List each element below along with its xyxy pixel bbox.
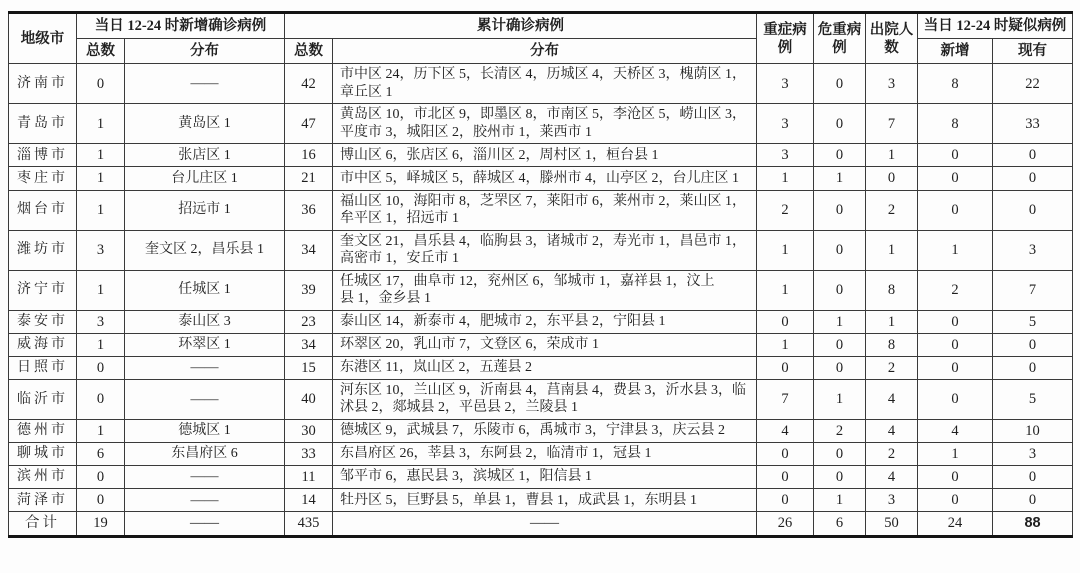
cell-new-total: 0 [77, 64, 125, 104]
cell-new-distribution: —— [125, 379, 285, 419]
cell-suspected-existing: 7 [993, 270, 1073, 310]
table-row [9, 466, 1073, 489]
header-city: 地级市 [9, 13, 77, 64]
cell-cumulative-total: 34 [285, 230, 333, 270]
cell-cumulative-distribution: 黄岛区 10，市北区 9，即墨区 8，市南区 5，李沧区 5，崂山区 3，平度市 3，城阳区 2，胶州市 1，莱西市 1 [333, 104, 757, 144]
cell-severe-cases: 0 [757, 489, 814, 512]
cell-cumulative-distribution: 环翠区 20，乳山市 7，文登区 6，荣成市 1 [333, 333, 757, 356]
cell-suspected-existing: 22 [993, 64, 1073, 104]
cell-suspected-new: 0 [918, 190, 993, 230]
header-suspected-new: 新增 [918, 39, 993, 64]
table-body [9, 64, 1073, 536]
cell-new-distribution: —— [125, 489, 285, 512]
cell-new-total: 1 [77, 190, 125, 230]
cell-new-distribution: 台儿庄区 1 [125, 167, 285, 190]
cell-city: 济南市 [9, 64, 77, 104]
cell-cumulative-distribution: 泰山区 14，新泰市 4，肥城市 2，东平县 2，宁阳县 1 [333, 310, 757, 333]
cell-new-total: 1 [77, 270, 125, 310]
cell-new-distribution: —— [125, 356, 285, 379]
cell-suspected-new: 0 [918, 310, 993, 333]
cell-critical-cases: 0 [814, 190, 866, 230]
cell-discharged: 4 [866, 419, 918, 442]
cell-discharged: 50 [866, 512, 918, 536]
cell-new-total: 1 [77, 333, 125, 356]
cell-new-total: 19 [77, 512, 125, 536]
cell-cumulative-distribution: 东港区 11，岚山区 2，五莲县 2 [333, 356, 757, 379]
header-cumulative-confirmed-group: 累计确诊病例 [285, 13, 757, 39]
table-row [9, 310, 1073, 333]
cell-suspected-new: 0 [918, 167, 993, 190]
cell-city: 德州市 [9, 419, 77, 442]
cell-new-distribution: 东昌府区 6 [125, 443, 285, 466]
cell-severe-cases: 3 [757, 104, 814, 144]
cell-severe-cases: 1 [757, 333, 814, 356]
cell-suspected-new: 2 [918, 270, 993, 310]
cell-new-total: 1 [77, 167, 125, 190]
cell-suspected-existing: 88 [993, 512, 1073, 536]
table-row [9, 64, 1073, 104]
cell-new-total: 1 [77, 144, 125, 167]
cell-cumulative-distribution: 东昌府区 26，莘县 3，东阿县 2，临清市 1，冠县 1 [333, 443, 757, 466]
cell-cumulative-distribution: 博山区 6，张店区 6，淄川区 2，周村区 1，桓台县 1 [333, 144, 757, 167]
table-row [9, 443, 1073, 466]
cell-new-distribution: —— [125, 466, 285, 489]
cell-suspected-existing: 0 [993, 333, 1073, 356]
cell-critical-cases: 0 [814, 144, 866, 167]
cell-suspected-new: 1 [918, 230, 993, 270]
cell-suspected-new: 8 [918, 104, 993, 144]
cell-city: 合计 [9, 512, 77, 536]
header-discharged: 出院人数 [866, 13, 918, 64]
cell-severe-cases: 7 [757, 379, 814, 419]
header-new-distribution: 分布 [125, 39, 285, 64]
cell-new-total: 0 [77, 379, 125, 419]
cell-critical-cases: 0 [814, 356, 866, 379]
cell-new-distribution: —— [125, 512, 285, 536]
header-severe-cases: 重症病例 [757, 13, 814, 64]
cell-suspected-new: 1 [918, 443, 993, 466]
cell-cumulative-total: 34 [285, 333, 333, 356]
cell-suspected-existing: 5 [993, 379, 1073, 419]
cell-discharged: 4 [866, 466, 918, 489]
cell-suspected-new: 0 [918, 333, 993, 356]
cell-city: 潍坊市 [9, 230, 77, 270]
cell-suspected-existing: 0 [993, 489, 1073, 512]
header-group-row [9, 13, 1073, 39]
cell-critical-cases: 1 [814, 167, 866, 190]
cell-suspected-existing: 0 [993, 167, 1073, 190]
table-row [9, 104, 1073, 144]
header-new-total: 总数 [77, 39, 125, 64]
cell-discharged: 3 [866, 64, 918, 104]
table-row [9, 270, 1073, 310]
cell-cumulative-distribution: 福山区 10，海阳市 8，芝罘区 7，莱阳市 6，莱州市 2，莱山区 1，牟平区 1，招远市 1 [333, 190, 757, 230]
table-header [9, 13, 1073, 64]
cell-cumulative-distribution: 德城区 9，武城县 7，乐陵市 6，禹城市 3，宁津县 3，庆云县 2 [333, 419, 757, 442]
cell-discharged: 2 [866, 356, 918, 379]
cell-cumulative-total: 42 [285, 64, 333, 104]
cell-discharged: 8 [866, 270, 918, 310]
cell-suspected-existing: 0 [993, 144, 1073, 167]
cell-new-distribution: 德城区 1 [125, 419, 285, 442]
cell-cumulative-total: 47 [285, 104, 333, 144]
cell-severe-cases: 26 [757, 512, 814, 536]
cell-city: 威海市 [9, 333, 77, 356]
cell-critical-cases: 0 [814, 466, 866, 489]
cell-critical-cases: 1 [814, 310, 866, 333]
cell-suspected-existing: 0 [993, 466, 1073, 489]
cell-cumulative-distribution: —— [333, 512, 757, 536]
cell-severe-cases: 1 [757, 167, 814, 190]
table-row [9, 489, 1073, 512]
cell-cumulative-distribution: 奎文区 21，昌乐县 4，临朐县 3，诸城市 2，寿光市 1，昌邑市 1，高密市 1，安丘市 1 [333, 230, 757, 270]
header-suspected-group: 当日 12-24 时疑似病例 [918, 13, 1073, 39]
cell-city: 青岛市 [9, 104, 77, 144]
cell-critical-cases: 2 [814, 419, 866, 442]
cell-suspected-existing: 10 [993, 419, 1073, 442]
table-row [9, 190, 1073, 230]
cell-discharged: 1 [866, 310, 918, 333]
cell-suspected-existing: 3 [993, 230, 1073, 270]
cell-city: 滨州市 [9, 466, 77, 489]
cell-critical-cases: 0 [814, 443, 866, 466]
cell-suspected-existing: 0 [993, 190, 1073, 230]
cell-new-distribution: 泰山区 3 [125, 310, 285, 333]
cell-city: 临沂市 [9, 379, 77, 419]
cell-cumulative-total: 15 [285, 356, 333, 379]
cell-suspected-existing: 0 [993, 356, 1073, 379]
cell-cumulative-total: 30 [285, 419, 333, 442]
cell-cumulative-total: 40 [285, 379, 333, 419]
cell-cumulative-total: 36 [285, 190, 333, 230]
cell-suspected-new: 0 [918, 356, 993, 379]
cell-suspected-new: 0 [918, 489, 993, 512]
cell-new-distribution: 招远市 1 [125, 190, 285, 230]
cell-cumulative-total: 39 [285, 270, 333, 310]
cell-cumulative-total: 23 [285, 310, 333, 333]
cell-discharged: 2 [866, 190, 918, 230]
cell-discharged: 7 [866, 104, 918, 144]
cell-critical-cases: 1 [814, 489, 866, 512]
cell-discharged: 1 [866, 230, 918, 270]
cell-critical-cases: 0 [814, 64, 866, 104]
cell-new-total: 0 [77, 356, 125, 379]
cell-cumulative-distribution: 市中区 5，峄城区 5，薛城区 4，滕州市 4，山亭区 2，台儿庄区 1 [333, 167, 757, 190]
cell-critical-cases: 0 [814, 104, 866, 144]
cell-new-total: 3 [77, 230, 125, 270]
cell-city: 聊城市 [9, 443, 77, 466]
cell-city: 菏泽市 [9, 489, 77, 512]
cell-new-distribution: 张店区 1 [125, 144, 285, 167]
cell-cumulative-distribution: 市中区 24，历下区 5，长清区 4，历城区 4，天桥区 3，槐荫区 1，章丘区 1 [333, 64, 757, 104]
cell-severe-cases: 0 [757, 466, 814, 489]
table-row [9, 333, 1073, 356]
cell-new-distribution: —— [125, 64, 285, 104]
cell-cumulative-distribution: 牡丹区 5，巨野县 5，单县 1，曹县 1，成武县 1，东明县 1 [333, 489, 757, 512]
header-new-confirmed-group: 当日 12-24 时新增确诊病例 [77, 13, 285, 39]
cell-critical-cases: 0 [814, 333, 866, 356]
header-critical-cases: 危重病例 [814, 13, 866, 64]
cell-discharged: 4 [866, 379, 918, 419]
cell-new-total: 6 [77, 443, 125, 466]
cell-cumulative-total: 435 [285, 512, 333, 536]
cell-city: 烟台市 [9, 190, 77, 230]
cell-suspected-new: 8 [918, 64, 993, 104]
cell-new-total: 3 [77, 310, 125, 333]
cell-discharged: 1 [866, 144, 918, 167]
cell-cumulative-distribution: 邹平市 6，惠民县 3，滨城区 1，阳信县 1 [333, 466, 757, 489]
cell-new-total: 1 [77, 104, 125, 144]
cell-new-total: 1 [77, 419, 125, 442]
cell-severe-cases: 1 [757, 270, 814, 310]
table-row [9, 144, 1073, 167]
cell-city: 淄博市 [9, 144, 77, 167]
cell-critical-cases: 1 [814, 379, 866, 419]
cell-discharged: 8 [866, 333, 918, 356]
cell-suspected-existing: 3 [993, 443, 1073, 466]
cell-cumulative-distribution: 任城区 17，曲阜市 12，兖州区 6，邹城市 1，嘉祥县 1，汶上县 1，金乡县 1 [333, 270, 757, 310]
header-suspected-existing: 现有 [993, 39, 1073, 64]
table-row [9, 379, 1073, 419]
cell-discharged: 3 [866, 489, 918, 512]
cell-severe-cases: 2 [757, 190, 814, 230]
cell-critical-cases: 6 [814, 512, 866, 536]
cell-discharged: 0 [866, 167, 918, 190]
cell-suspected-new: 0 [918, 379, 993, 419]
cell-new-total: 0 [77, 489, 125, 512]
cell-suspected-new: 4 [918, 419, 993, 442]
cell-city: 泰安市 [9, 310, 77, 333]
cell-city: 日照市 [9, 356, 77, 379]
table-row [9, 230, 1073, 270]
cell-cumulative-total: 16 [285, 144, 333, 167]
table-row [9, 167, 1073, 190]
cell-suspected-existing: 5 [993, 310, 1073, 333]
cell-severe-cases: 0 [757, 310, 814, 333]
cell-cumulative-total: 33 [285, 443, 333, 466]
cell-new-distribution: 环翠区 1 [125, 333, 285, 356]
cell-discharged: 2 [866, 443, 918, 466]
cell-new-total: 0 [77, 466, 125, 489]
cell-city: 济宁市 [9, 270, 77, 310]
header-cumulative-distribution: 分布 [333, 39, 757, 64]
cell-severe-cases: 3 [757, 144, 814, 167]
cell-suspected-existing: 33 [993, 104, 1073, 144]
cell-new-distribution: 任城区 1 [125, 270, 285, 310]
cell-severe-cases: 4 [757, 419, 814, 442]
total-row [9, 512, 1073, 536]
cell-cumulative-total: 14 [285, 489, 333, 512]
cell-suspected-new: 0 [918, 466, 993, 489]
cell-new-distribution: 黄岛区 1 [125, 104, 285, 144]
cell-critical-cases: 0 [814, 270, 866, 310]
cell-cumulative-total: 21 [285, 167, 333, 190]
cell-city: 枣庄市 [9, 167, 77, 190]
cell-suspected-new: 0 [918, 144, 993, 167]
table-row [9, 419, 1073, 442]
covid-statistics-table [8, 11, 1073, 538]
cell-severe-cases: 0 [757, 443, 814, 466]
cell-cumulative-total: 11 [285, 466, 333, 489]
cell-severe-cases: 1 [757, 230, 814, 270]
cell-suspected-new: 24 [918, 512, 993, 536]
cell-new-distribution: 奎文区 2，昌乐县 1 [125, 230, 285, 270]
header-cumulative-total: 总数 [285, 39, 333, 64]
cell-severe-cases: 0 [757, 356, 814, 379]
cell-critical-cases: 0 [814, 230, 866, 270]
cell-severe-cases: 3 [757, 64, 814, 104]
cell-cumulative-distribution: 河东区 10，兰山区 9，沂南县 4，莒南县 4，费县 3，沂水县 3，临沭县 2，郯城县 2，平邑县 2，兰陵县 1 [333, 379, 757, 419]
table-row [9, 356, 1073, 379]
